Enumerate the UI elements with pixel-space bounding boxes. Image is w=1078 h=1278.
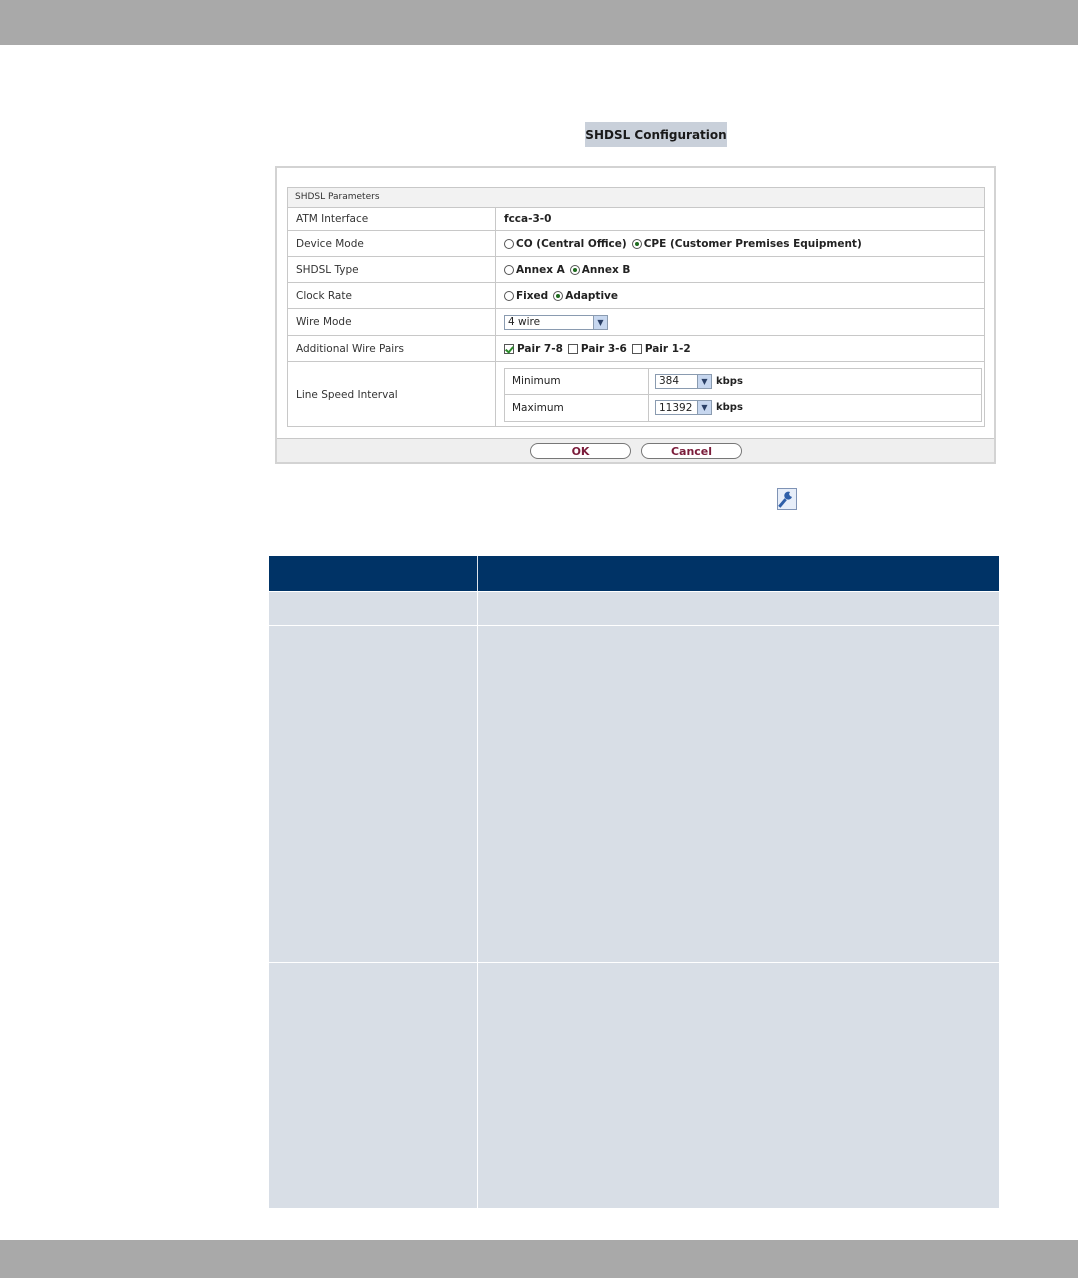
radio-adaptive[interactable] (553, 291, 563, 301)
clock-rate-label: Clock Rate (288, 283, 496, 308)
checkbox-pair-3-6[interactable] (568, 344, 578, 354)
shdsl-type-label: SHDSL Type (288, 257, 496, 282)
checkbox-pair-7-8[interactable] (504, 344, 514, 354)
additional-wire-pairs-label: Additional Wire Pairs (288, 336, 496, 361)
wire-mode-label: Wire Mode (288, 309, 496, 335)
atm-interface-label: ATM Interface (288, 208, 496, 230)
pair-7-8-option[interactable]: Pair 7-8 (504, 343, 563, 355)
wrench-icon (777, 488, 797, 510)
ok-button[interactable]: OK (530, 443, 631, 459)
wire-mode-select[interactable]: 4 wire ▼ (504, 315, 608, 330)
pair-1-2-option[interactable]: Pair 1-2 (632, 343, 691, 355)
device-mode-co-option[interactable]: CO (Central Office) (504, 238, 627, 250)
minimum-unit: kbps (716, 375, 743, 387)
table-row (269, 625, 999, 962)
radio-co[interactable] (504, 239, 514, 249)
maximum-unit: kbps (716, 402, 743, 413)
clock-rate-fixed-option[interactable]: Fixed (504, 290, 548, 302)
shdsl-type-annex-a-option[interactable]: Annex A (504, 264, 565, 276)
section-header: SHDSL Parameters (288, 188, 984, 208)
shdsl-type-annex-b-option[interactable]: Annex B (570, 264, 631, 276)
row-atm-interface (288, 208, 984, 231)
row-shdsl-type (288, 257, 984, 283)
radio-cpe[interactable] (632, 239, 642, 249)
chevron-down-icon[interactable]: ▼ (697, 375, 711, 388)
line-speed-subtable (504, 368, 982, 422)
top-bar (0, 0, 1078, 45)
radio-fixed[interactable] (504, 291, 514, 301)
line-speed-interval-label: Line Speed Interval (288, 362, 496, 427)
header-field-cell (269, 556, 478, 591)
table-row (269, 962, 999, 1208)
config-frame (275, 166, 996, 464)
row-device-mode (288, 231, 984, 257)
cancel-button[interactable]: Cancel (641, 443, 742, 459)
minimum-label: Minimum (505, 369, 649, 394)
minimum-speed-select[interactable]: 384 ▼ (655, 374, 712, 389)
page-title-tab[interactable]: SHDSL Configuration (585, 122, 727, 147)
button-bar (277, 438, 994, 462)
device-mode-cpe-option[interactable]: CPE (Customer Premises Equipment) (632, 238, 862, 250)
maximum-label: Maximum (505, 395, 649, 421)
table-row (269, 591, 999, 625)
shdsl-parameters-panel (287, 187, 985, 427)
row-line-speed-interval (288, 362, 984, 427)
pair-3-6-option[interactable]: Pair 3-6 (568, 343, 627, 355)
chevron-down-icon[interactable]: ▼ (593, 316, 607, 329)
row-maximum (505, 395, 981, 421)
chevron-down-icon[interactable]: ▼ (697, 401, 711, 414)
radio-annex-a[interactable] (504, 265, 514, 275)
bottom-bar (0, 1240, 1078, 1278)
row-clock-rate (288, 283, 984, 309)
description-table (269, 556, 999, 1208)
description-table-header (269, 556, 999, 591)
maximum-speed-select[interactable]: 11392 ▼ (655, 400, 712, 415)
row-additional-wire-pairs (288, 336, 984, 362)
radio-annex-b[interactable] (570, 265, 580, 275)
atm-interface-value: fcca-3-0 (504, 213, 552, 225)
checkbox-pair-1-2[interactable] (632, 344, 642, 354)
row-minimum (505, 369, 981, 395)
row-wire-mode (288, 309, 984, 336)
clock-rate-adaptive-option[interactable]: Adaptive (553, 290, 618, 302)
device-mode-label: Device Mode (288, 231, 496, 256)
